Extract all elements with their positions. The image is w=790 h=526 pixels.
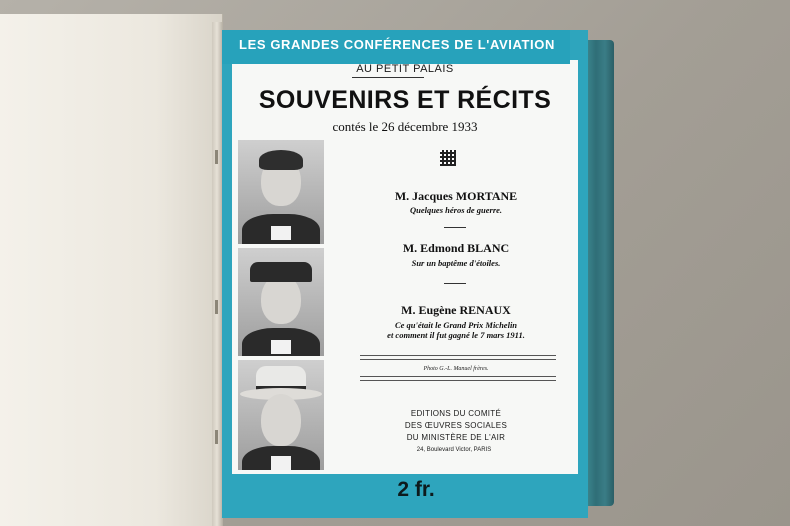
portrait-face <box>261 394 301 446</box>
portrait-collar <box>271 456 291 470</box>
venue-subtitle: AU PETIT PALAIS <box>356 63 454 75</box>
publisher-line: DES ŒUVRES SOCIALES <box>404 421 508 430</box>
book-spine-edge <box>584 40 614 506</box>
publisher-address: 24, Boulevard Victor, PARIS <box>416 447 492 453</box>
speaker-topic-line: Ce qu'était le Grand Prix Michelin <box>394 320 518 330</box>
date-line: contés le 26 décembre 1933 <box>332 119 478 134</box>
binding-stitch <box>215 430 218 444</box>
double-rule <box>360 355 556 360</box>
speaker-name: M. Edmond BLANC <box>402 241 510 255</box>
photo-credit: Photo G.-L. Manuel frères. <box>423 366 489 372</box>
book-binding <box>212 22 222 526</box>
series-title: LES GRANDES CONFÉRENCES DE L'AVIATION <box>239 37 555 52</box>
double-rule <box>360 376 556 381</box>
price-label: 2 fr. <box>397 478 435 501</box>
speaker-name: M. Eugène RENAUX <box>401 303 511 317</box>
portrait-collar <box>271 340 291 354</box>
binding-stitch <box>215 300 218 314</box>
left-blank-page <box>0 14 223 526</box>
checkered-ornament-icon <box>440 150 456 166</box>
publisher-line: DU MINISTÈRE DE L'AIR <box>406 433 506 442</box>
portrait-mortane <box>238 140 324 244</box>
portrait-collar <box>271 226 291 240</box>
binding-stitch <box>215 150 218 164</box>
speaker-name: M. Jacques MORTANE <box>394 189 518 203</box>
subtitle-underline <box>352 77 424 78</box>
publisher-line: EDITIONS DU COMITÉ <box>410 409 502 418</box>
portrait-blanc <box>238 248 324 356</box>
speaker-topic: Quelques héros de guerre. <box>409 205 503 215</box>
portrait-hair <box>259 150 303 170</box>
speaker-topic-line: et comment il fut gagné le 7 mars 1911. <box>387 330 525 340</box>
separator-rule <box>444 227 466 228</box>
portrait-pilot-cap <box>250 262 312 282</box>
booklet-title: SOUVENIRS ET RÉCITS <box>258 86 552 114</box>
speaker-topic: Sur un baptême d'étoiles. <box>411 258 501 268</box>
portrait-renaux <box>238 360 324 470</box>
separator-rule <box>444 283 466 284</box>
